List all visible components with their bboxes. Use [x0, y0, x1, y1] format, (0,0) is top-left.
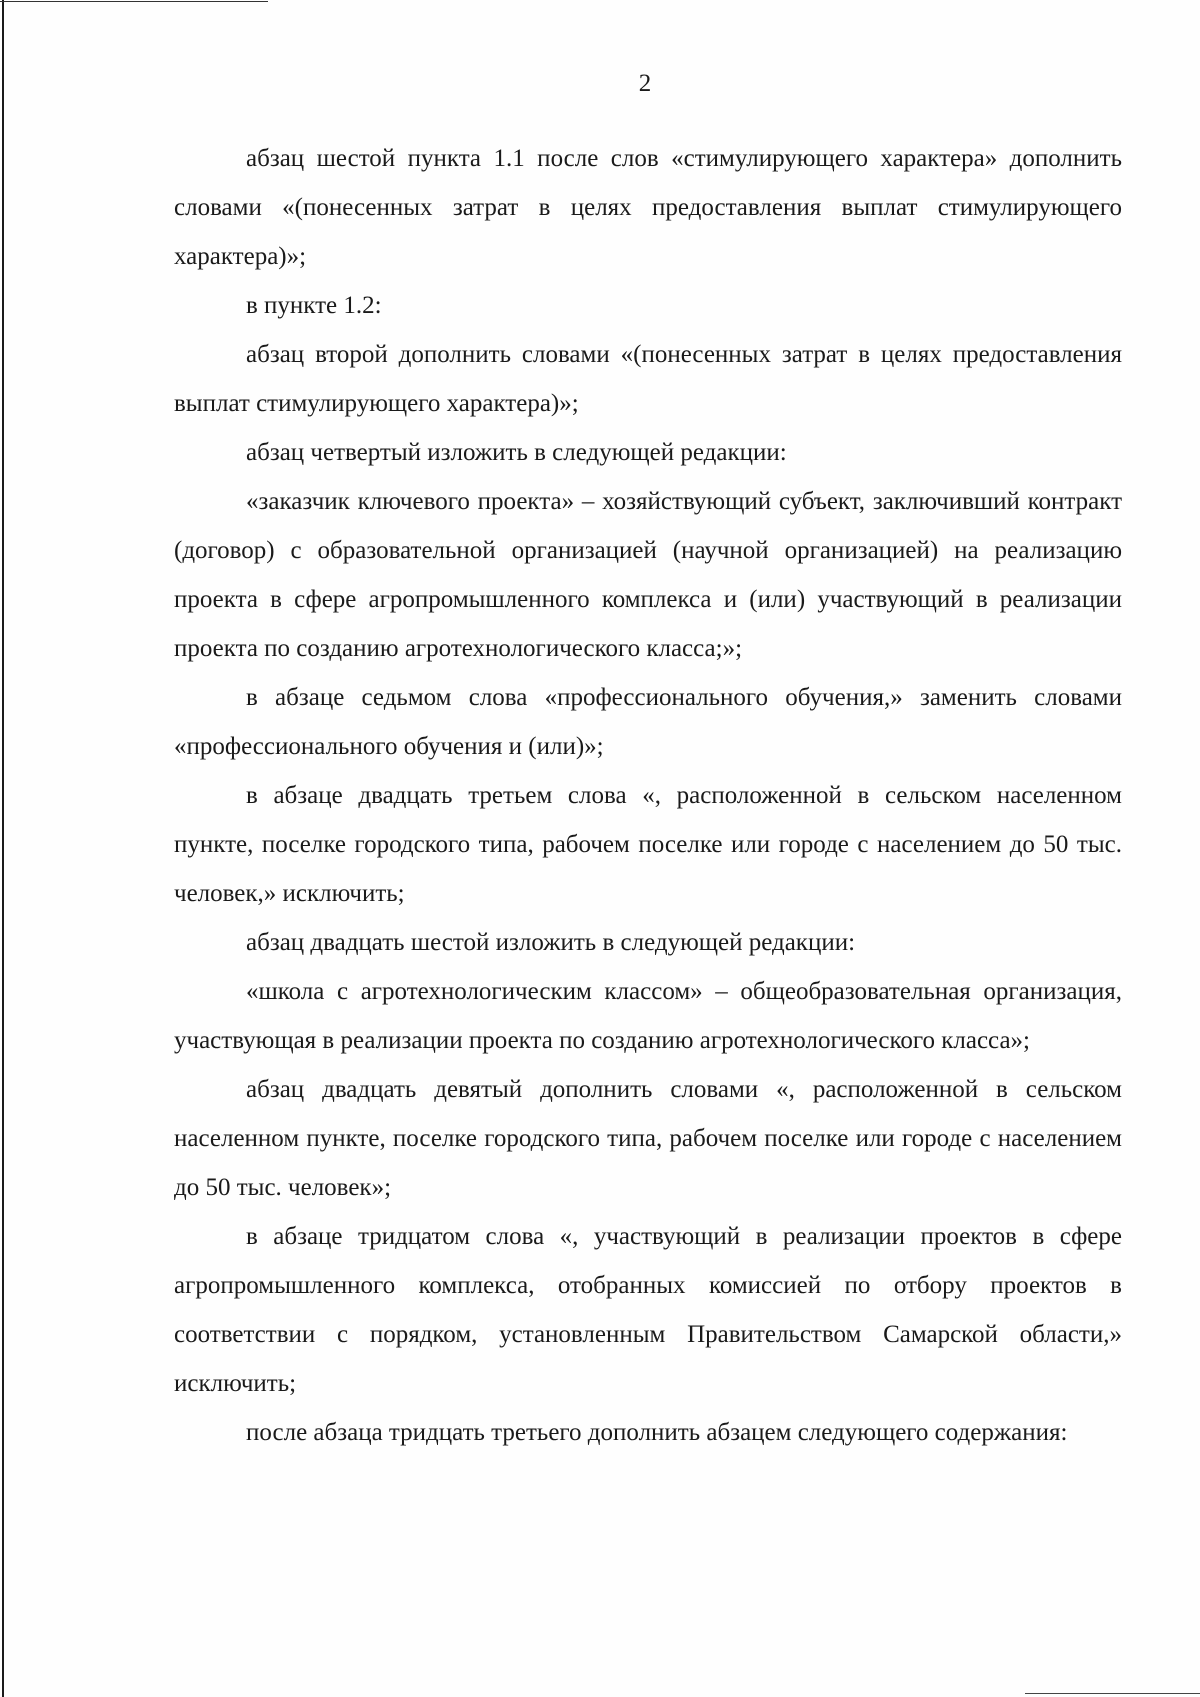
paragraph: абзац четвертый изложить в следующей редакции: [246, 439, 787, 466]
paragraph: абзац двадцать шестой изложить в следующей редакции: [246, 929, 856, 956]
paragraph: в абзаце двадцать третьем слова «, расположенной в сельском населенном пункте, поселке городского типа, рабочем поселке или городе с населением до 50 тыс. человек,» исключить; [174, 782, 1122, 907]
paragraph: в абзаце седьмом слова «профессионального обучения,» заменить словами «профессионального обучения и (или)»; [174, 684, 1122, 760]
scan-edge-top [0, 1, 268, 2]
scan-edge-left [2, 0, 4, 1697]
page-number: 2 [638, 70, 652, 97]
paragraph: в абзаце тридцатом слова «, участвующий в реализации проектов в сфере агропромышленного комплекса, отобранных комиссией по отбору проектов в соответствии с порядком, установленным Правительством Самарской области,» исключить; [174, 1223, 1122, 1397]
document-body [174, 134, 1122, 1457]
scan-edge-bottom [1025, 1693, 1200, 1694]
paragraph: в пункте 1.2: [246, 292, 382, 319]
paragraph: после абзаца тридцать третьего дополнить абзацем следующего содержания: [246, 1419, 1068, 1446]
paragraph: «заказчик ключевого проекта» – хозяйствующий субъект, заключивший контракт (договор) с образовательной организацией (научной организацией) на реализацию проекта в сфере агропромышленного комплекса и (или) участвующий в реализации проекта по созданию агротехнологического класса;»; [174, 488, 1122, 662]
paragraph: «школа с агротехнологическим классом» – общеобразовательная организация, участвующая в реализации проекта по созданию агротехнологического класса»; [174, 978, 1122, 1054]
paragraph: абзац второй дополнить словами «(понесенных затрат в целях предоставления выплат стимулирующего характера)»; [174, 341, 1122, 417]
paragraph: абзац шестой пункта 1.1 после слов «стимулирующего характера» дополнить словами «(понесенных затрат в целях предоставления выплат стимулирующего характера)»; [174, 145, 1122, 270]
paragraph: абзац двадцать девятый дополнить словами «, расположенной в сельском населенном пункте, поселке городского типа, рабочем поселке или городе с населением до 50 тыс. человек»; [174, 1076, 1122, 1201]
